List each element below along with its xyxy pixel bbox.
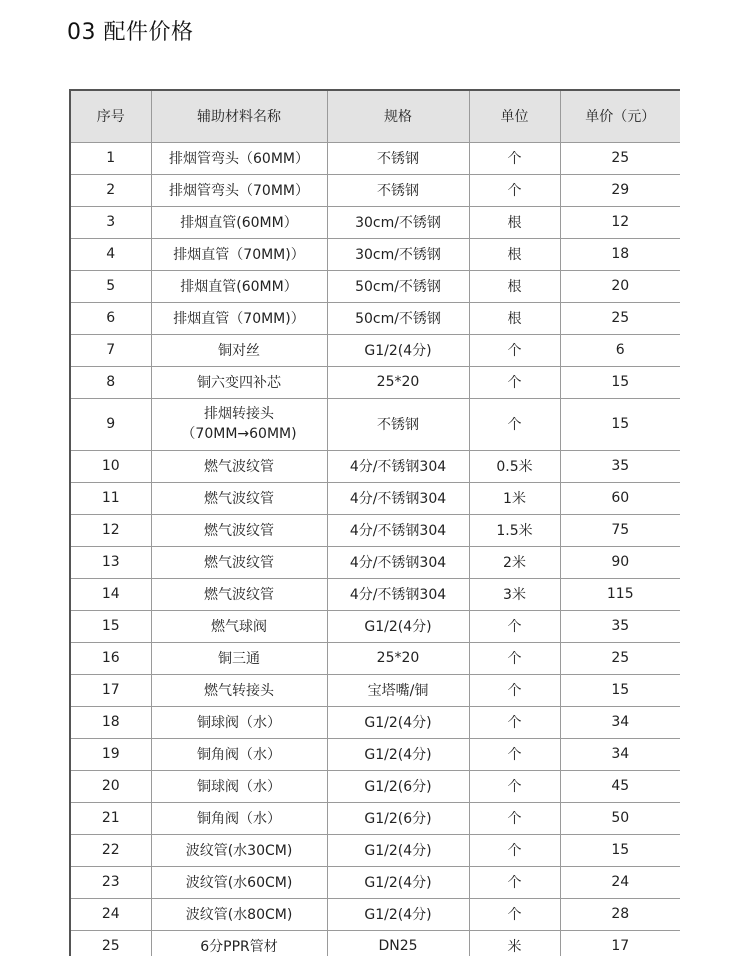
cell-index: 4 xyxy=(70,238,151,270)
table-row xyxy=(70,142,680,174)
cell-unit: 个 xyxy=(469,142,560,174)
table-row xyxy=(70,366,680,398)
cell-material-name: 燃气波纹管 xyxy=(151,450,327,482)
cell-unit: 根 xyxy=(469,270,560,302)
table-row xyxy=(70,930,680,956)
cell-index: 22 xyxy=(70,834,151,866)
cell-spec: G1/2(6分) xyxy=(327,802,469,834)
table-row xyxy=(70,398,680,450)
cell-index: 2 xyxy=(70,174,151,206)
cell-unit: 个 xyxy=(469,674,560,706)
cell-material-name: 排烟直管（70MM)） xyxy=(151,302,327,334)
cell-spec: 4分/不锈钢304 xyxy=(327,546,469,578)
table-row xyxy=(70,642,680,674)
cell-unit-price: 15 xyxy=(560,834,680,866)
cell-material-name: 波纹管(水80CM) xyxy=(151,898,327,930)
cell-unit: 个 xyxy=(469,174,560,206)
cell-unit: 1.5米 xyxy=(469,514,560,546)
cell-material-name: 燃气转接头 xyxy=(151,674,327,706)
cell-index: 8 xyxy=(70,366,151,398)
cell-spec: 4分/不锈钢304 xyxy=(327,578,469,610)
cell-material-name: 铜球阀（水） xyxy=(151,770,327,802)
cell-unit-price: 34 xyxy=(560,738,680,770)
cell-spec: 4分/不锈钢304 xyxy=(327,514,469,546)
price-table xyxy=(69,89,680,956)
cell-material-name: 铜对丝 xyxy=(151,334,327,366)
table-row xyxy=(70,302,680,334)
cell-unit-price: 115 xyxy=(560,578,680,610)
cell-index: 13 xyxy=(70,546,151,578)
table-row xyxy=(70,898,680,930)
table-row xyxy=(70,802,680,834)
cell-spec: 不锈钢 xyxy=(327,398,469,450)
cell-index: 24 xyxy=(70,898,151,930)
cell-material-name: 铜角阀（水） xyxy=(151,802,327,834)
cell-material-name: 燃气波纹管 xyxy=(151,578,327,610)
table-row xyxy=(70,770,680,802)
cell-unit: 1米 xyxy=(469,482,560,514)
table-row xyxy=(70,738,680,770)
cell-spec: G1/2(4分) xyxy=(327,334,469,366)
cell-unit: 个 xyxy=(469,770,560,802)
cell-material-name: 排烟转接头 （70MM→60MM) xyxy=(151,398,327,450)
cell-unit-price: 25 xyxy=(560,642,680,674)
table-row xyxy=(70,546,680,578)
table-row xyxy=(70,834,680,866)
cell-unit-price: 60 xyxy=(560,482,680,514)
header-material-name: 辅助材料名称 xyxy=(151,90,327,142)
cell-unit: 根 xyxy=(469,206,560,238)
cell-index: 21 xyxy=(70,802,151,834)
cell-index: 7 xyxy=(70,334,151,366)
table-row xyxy=(70,514,680,546)
cell-unit: 根 xyxy=(469,302,560,334)
cell-unit: 根 xyxy=(469,238,560,270)
table-row xyxy=(70,334,680,366)
cell-unit-price: 15 xyxy=(560,398,680,450)
cell-unit: 个 xyxy=(469,398,560,450)
cell-spec: DN25 xyxy=(327,930,469,956)
cell-material-name: 铜球阀（水） xyxy=(151,706,327,738)
cell-spec: 25*20 xyxy=(327,366,469,398)
header-unit-price: 单价（元） xyxy=(560,90,680,142)
cell-unit: 个 xyxy=(469,334,560,366)
cell-unit-price: 17 xyxy=(560,930,680,956)
cell-spec: G1/2(4分) xyxy=(327,706,469,738)
cell-spec: 4分/不锈钢304 xyxy=(327,482,469,514)
cell-unit: 个 xyxy=(469,642,560,674)
cell-unit: 个 xyxy=(469,366,560,398)
cell-index: 3 xyxy=(70,206,151,238)
cell-material-name: 6分PPR管材 xyxy=(151,930,327,956)
cell-spec: 30cm/不锈钢 xyxy=(327,238,469,270)
table-body xyxy=(70,142,680,956)
cell-index: 17 xyxy=(70,674,151,706)
cell-spec: 50cm/不锈钢 xyxy=(327,302,469,334)
cell-unit-price: 24 xyxy=(560,866,680,898)
cell-unit-price: 15 xyxy=(560,366,680,398)
cell-unit: 个 xyxy=(469,834,560,866)
cell-material-name: 波纹管(水30CM) xyxy=(151,834,327,866)
cell-index: 11 xyxy=(70,482,151,514)
cell-unit-price: 25 xyxy=(560,142,680,174)
cell-spec: 不锈钢 xyxy=(327,142,469,174)
cell-index: 25 xyxy=(70,930,151,956)
header-spec: 规格 xyxy=(327,90,469,142)
cell-material-name: 铜六变四补芯 xyxy=(151,366,327,398)
cell-material-name: 排烟直管（70MM)） xyxy=(151,238,327,270)
cell-spec: G1/2(4分) xyxy=(327,738,469,770)
cell-material-name: 波纹管(水60CM) xyxy=(151,866,327,898)
cell-material-name: 燃气波纹管 xyxy=(151,514,327,546)
cell-unit-price: 50 xyxy=(560,802,680,834)
cell-spec: 4分/不锈钢304 xyxy=(327,450,469,482)
cell-spec: 不锈钢 xyxy=(327,174,469,206)
cell-unit-price: 6 xyxy=(560,334,680,366)
cell-unit: 个 xyxy=(469,898,560,930)
cell-unit-price: 18 xyxy=(560,238,680,270)
cell-unit-price: 29 xyxy=(560,174,680,206)
cell-index: 6 xyxy=(70,302,151,334)
table-row xyxy=(70,238,680,270)
cell-material-name: 排烟管弯头（70MM） xyxy=(151,174,327,206)
cell-unit: 米 xyxy=(469,930,560,956)
table-row xyxy=(70,270,680,302)
table-row xyxy=(70,482,680,514)
cell-material-name: 燃气波纹管 xyxy=(151,546,327,578)
price-table-container xyxy=(69,89,680,956)
cell-index: 14 xyxy=(70,578,151,610)
cell-unit-price: 35 xyxy=(560,610,680,642)
cell-spec: 宝塔嘴/铜 xyxy=(327,674,469,706)
cell-material-name: 排烟直管(60MM） xyxy=(151,270,327,302)
table-row xyxy=(70,206,680,238)
cell-material-name: 燃气波纹管 xyxy=(151,482,327,514)
cell-material-name: 燃气球阀 xyxy=(151,610,327,642)
cell-spec: 50cm/不锈钢 xyxy=(327,270,469,302)
cell-material-name: 铜角阀（水） xyxy=(151,738,327,770)
cell-unit: 3米 xyxy=(469,578,560,610)
table-row xyxy=(70,674,680,706)
cell-index: 12 xyxy=(70,514,151,546)
table-row xyxy=(70,610,680,642)
table-row xyxy=(70,578,680,610)
cell-index: 19 xyxy=(70,738,151,770)
cell-index: 18 xyxy=(70,706,151,738)
cell-material-name: 铜三通 xyxy=(151,642,327,674)
cell-unit-price: 12 xyxy=(560,206,680,238)
page-title: 03 配件价格 xyxy=(67,20,194,45)
cell-unit: 个 xyxy=(469,802,560,834)
table-row xyxy=(70,866,680,898)
cell-unit: 个 xyxy=(469,866,560,898)
cell-index: 5 xyxy=(70,270,151,302)
cell-spec: G1/2(4分) xyxy=(327,610,469,642)
cell-material-name: 排烟管弯头（60MM） xyxy=(151,142,327,174)
cell-unit-price: 28 xyxy=(560,898,680,930)
cell-unit: 个 xyxy=(469,610,560,642)
cell-unit-price: 75 xyxy=(560,514,680,546)
cell-material-name: 排烟直管(60MM） xyxy=(151,206,327,238)
header-index: 序号 xyxy=(70,90,151,142)
cell-unit-price: 20 xyxy=(560,270,680,302)
cell-unit: 个 xyxy=(469,706,560,738)
cell-spec: 25*20 xyxy=(327,642,469,674)
table-row xyxy=(70,450,680,482)
cell-unit-price: 34 xyxy=(560,706,680,738)
cell-unit-price: 25 xyxy=(560,302,680,334)
cell-unit: 个 xyxy=(469,738,560,770)
cell-spec: G1/2(4分) xyxy=(327,866,469,898)
cell-index: 23 xyxy=(70,866,151,898)
cell-unit-price: 45 xyxy=(560,770,680,802)
cell-index: 20 xyxy=(70,770,151,802)
cell-unit-price: 90 xyxy=(560,546,680,578)
table-row xyxy=(70,706,680,738)
cell-spec: G1/2(6分) xyxy=(327,770,469,802)
cell-index: 1 xyxy=(70,142,151,174)
cell-index: 15 xyxy=(70,610,151,642)
cell-unit: 2米 xyxy=(469,546,560,578)
cell-spec: G1/2(4分) xyxy=(327,898,469,930)
cell-index: 16 xyxy=(70,642,151,674)
cell-index: 10 xyxy=(70,450,151,482)
cell-index: 9 xyxy=(70,398,151,450)
table-row xyxy=(70,174,680,206)
table-header-row xyxy=(70,90,680,142)
cell-spec: 30cm/不锈钢 xyxy=(327,206,469,238)
cell-spec: G1/2(4分) xyxy=(327,834,469,866)
cell-unit: 0.5米 xyxy=(469,450,560,482)
cell-unit-price: 15 xyxy=(560,674,680,706)
header-unit: 单位 xyxy=(469,90,560,142)
cell-unit-price: 35 xyxy=(560,450,680,482)
